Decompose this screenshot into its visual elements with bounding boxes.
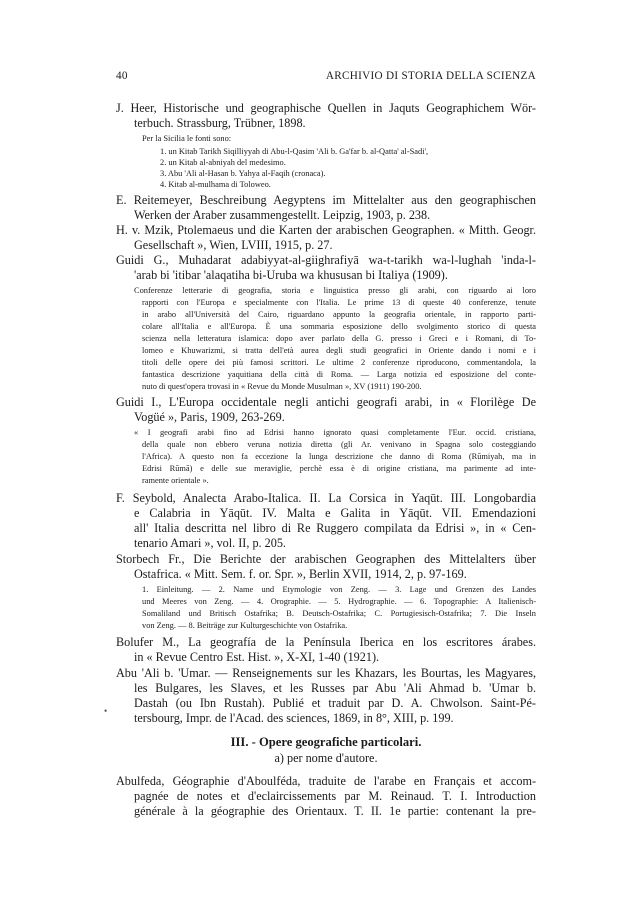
bib-line: F. Seybold, Analecta Arabo-Italica. II. La Corsica in Yaqūt. III. Longobardia [116,491,536,505]
note-line: rapporti con l'Europa e specialmente con l'Italia. Le prime 13 di queste 40 conferenze, tenute [142,298,536,307]
note-line: Conferenze letterarie di geografia, storia e linguistica presso gli arabi, con riguardo ai loro [134,286,536,295]
bib-line: J. Heer, Historische und geographische Quellen in Jaquts Geographichem Wör- [116,101,536,115]
note-line: 4. Kitab al-mulhama di Toloweo. [160,180,271,189]
bib-line: Bolufer M., La geografía de la Península Iberica en los escritores árabes. [116,635,536,649]
bib-line: Storbech Fr., Die Berichte der arabischen Geographen des Mittelalters über [116,552,536,566]
bib-line: Guidi I., L'Europa occidentale negli antichi geografi arabi, in « Florilège De [116,395,536,409]
note-line: und Meeres von Zeng. — 4. Orographie. — 5. Hydrographie. — 6. Topographie: A Italienisch- [142,597,536,606]
note-line: Edrisi Rūmā) e delle sue meraviglie, perchè essa è di origine cristiana, ma parimente ad inte- [142,464,536,473]
note-line: l'Africa). A questo non fa eccezione la lunga descrizione che danno di Roma (Rūmiyah, ma in [142,452,536,461]
bib-line: e Calabria in Yāqūt. IV. Malta e Galita in Yāqūt. VII. Emendazioni [134,506,536,520]
bib-line: Abulfeda, Géographie d'Aboulféda, traduite de l'arabe en Français et accom- [116,774,536,788]
section-heading: III. - Opere geografiche particolari. [230,735,422,749]
bib-line: générale à la géographie des Orientaux. T. II. 1e partie: contenant la pre- [134,804,536,818]
bib-line: all' Italia descritta nel libro di Re Ruggero compilata da Edrisi », in « Cen- [134,521,536,535]
margin-mark: • [104,706,108,716]
note-line: 1. un Kitab Tarikh Siqilliyyah di Abu-l-Qasim 'Ali b. Ga'far b. al-Qatta' al-Sadi', [160,147,429,156]
note-line: 1. Einleitung. — 2. Name und Etymologie von Zeng. — 3. Lage und Grenzen des Landes [142,585,536,594]
note-line: 3. Abu 'Ali al-Hasan b. Yahya al-Faqih (cronaca). [160,169,326,178]
note-line: Somaliland und Britisch Ostafrika; B. Deutsch-Ostafrika; C. Portugiesisch-Ostafrika; 7. Die Inseln [142,609,536,618]
bib-line: Guidi G., Muhadarat adabiyyat-al-giighrafiyā wa-t-tarikh wa-l-lughah 'inda-l- [116,253,536,267]
bib-line: tersbourg, Impr. de l'Acad. des sciences, 1869, in 8°, XIII, p. 199. [134,711,454,725]
bib-line: 'arab bi 'itibar 'alaqatiha bi-Uruba wa khususan bi Italiya (1909). [134,268,448,282]
note-line: von Zeng. — 8. Beiträge zur Kulturgeschichte von Ostafrika. [142,621,348,630]
note-line: titoli delle opere dei più famosi scrittori. Le ultime 2 conferenze riproducono, commentandola, la [142,358,536,367]
bib-line: Werken der Araber zusammengestellt. Leipzig, 1903, p. 238. [134,208,431,222]
note-line: in arabo all'Università del Cairo, riguardano appunto la geografia orientale, in rapporto parti- [142,310,536,319]
bib-line: Abu 'Ali b. 'Umar. — Renseignements sur les Khazars, les Bourtas, les Magyares, [116,666,536,680]
bib-line: tenario Amari », vol. II, p. 205. [134,536,286,550]
note-line: colare all'Italia e all'Europa. È una sommaria esposizione dello svolgimento storico di questa [142,322,536,331]
section-subheading: a) per nome d'autore. [274,751,378,765]
note-line: Per la Sicilia le fonti sono: [142,134,232,143]
note-line: della quale non ebbero veruna notizia diretta (gli Ar. venivano in Spagna solo costeggiando [142,440,536,449]
bib-line: pagnée de notes et d'eclaircissements par M. Reinaud. T. I. Introduction [134,789,536,803]
bib-line: E. Reitemeyer, Beschreibung Aegyptens im Mittelalter aus den geographischen [116,193,536,207]
note-line: 2. un Kitab al-abniyah del medesimo. [160,158,286,167]
bib-line: les Bulgares, les Slaves, et les Russes par Abu 'Ali Ahmad b. 'Umar b. [134,681,536,695]
bib-line: Vogüé », Paris, 1909, 263-269. [134,410,285,424]
bib-line: Dastah (ou Ibn Rustah). Publié et traduit par D. A. Chwolson. Saint-Pé- [134,696,536,710]
note-line: lomeo e Khuwarizmi, si tratta dell'età aurea degli studi geografici in Oriente dando i nomi e i [142,346,536,355]
bib-line: H. v. Mzik, Ptolemaeus und die Karten der arabischen Geographen. « Mitth. Geogr. [116,223,536,237]
note-line: scienza nella letteratura islamica: dopo aver parlato della G. presso i Greci e i Romani, di To- [142,334,536,343]
bib-line: terbuch. Strassburg, Trübner, 1898. [134,116,306,130]
bib-line: Ostafrica. « Mitt. Sem. f. or. Spr. », Berlin XVII, 1914, 2, p. 97-169. [134,567,467,581]
note-line: nuto di quest'opera trovasi in « Revue du Monde Musulman », XV (1911) 190-200. [142,382,422,391]
page-header [116,70,536,84]
note-line: « I geografi arabi fino ad Edrisi hanno ignorato quasi completamente l'Eur. occid. cristiana, [134,428,536,437]
note-line: fantastica descrizione yaquitiana della città di Roma. — Larga notizia ed esposizione del conte- [142,370,536,379]
bib-line: Gesellschaft », Wien, LVIII, 1915, p. 27. [134,238,333,252]
page-number: 40 [116,70,128,82]
note-line: ramente orientale ». [142,476,209,485]
running-title: ARCHIVIO DI STORIA DELLA SCIENZA [325,70,536,82]
bib-line: in « Revue Centro Est. Hist. », X-XI, 1-40 (1921). [134,650,380,664]
